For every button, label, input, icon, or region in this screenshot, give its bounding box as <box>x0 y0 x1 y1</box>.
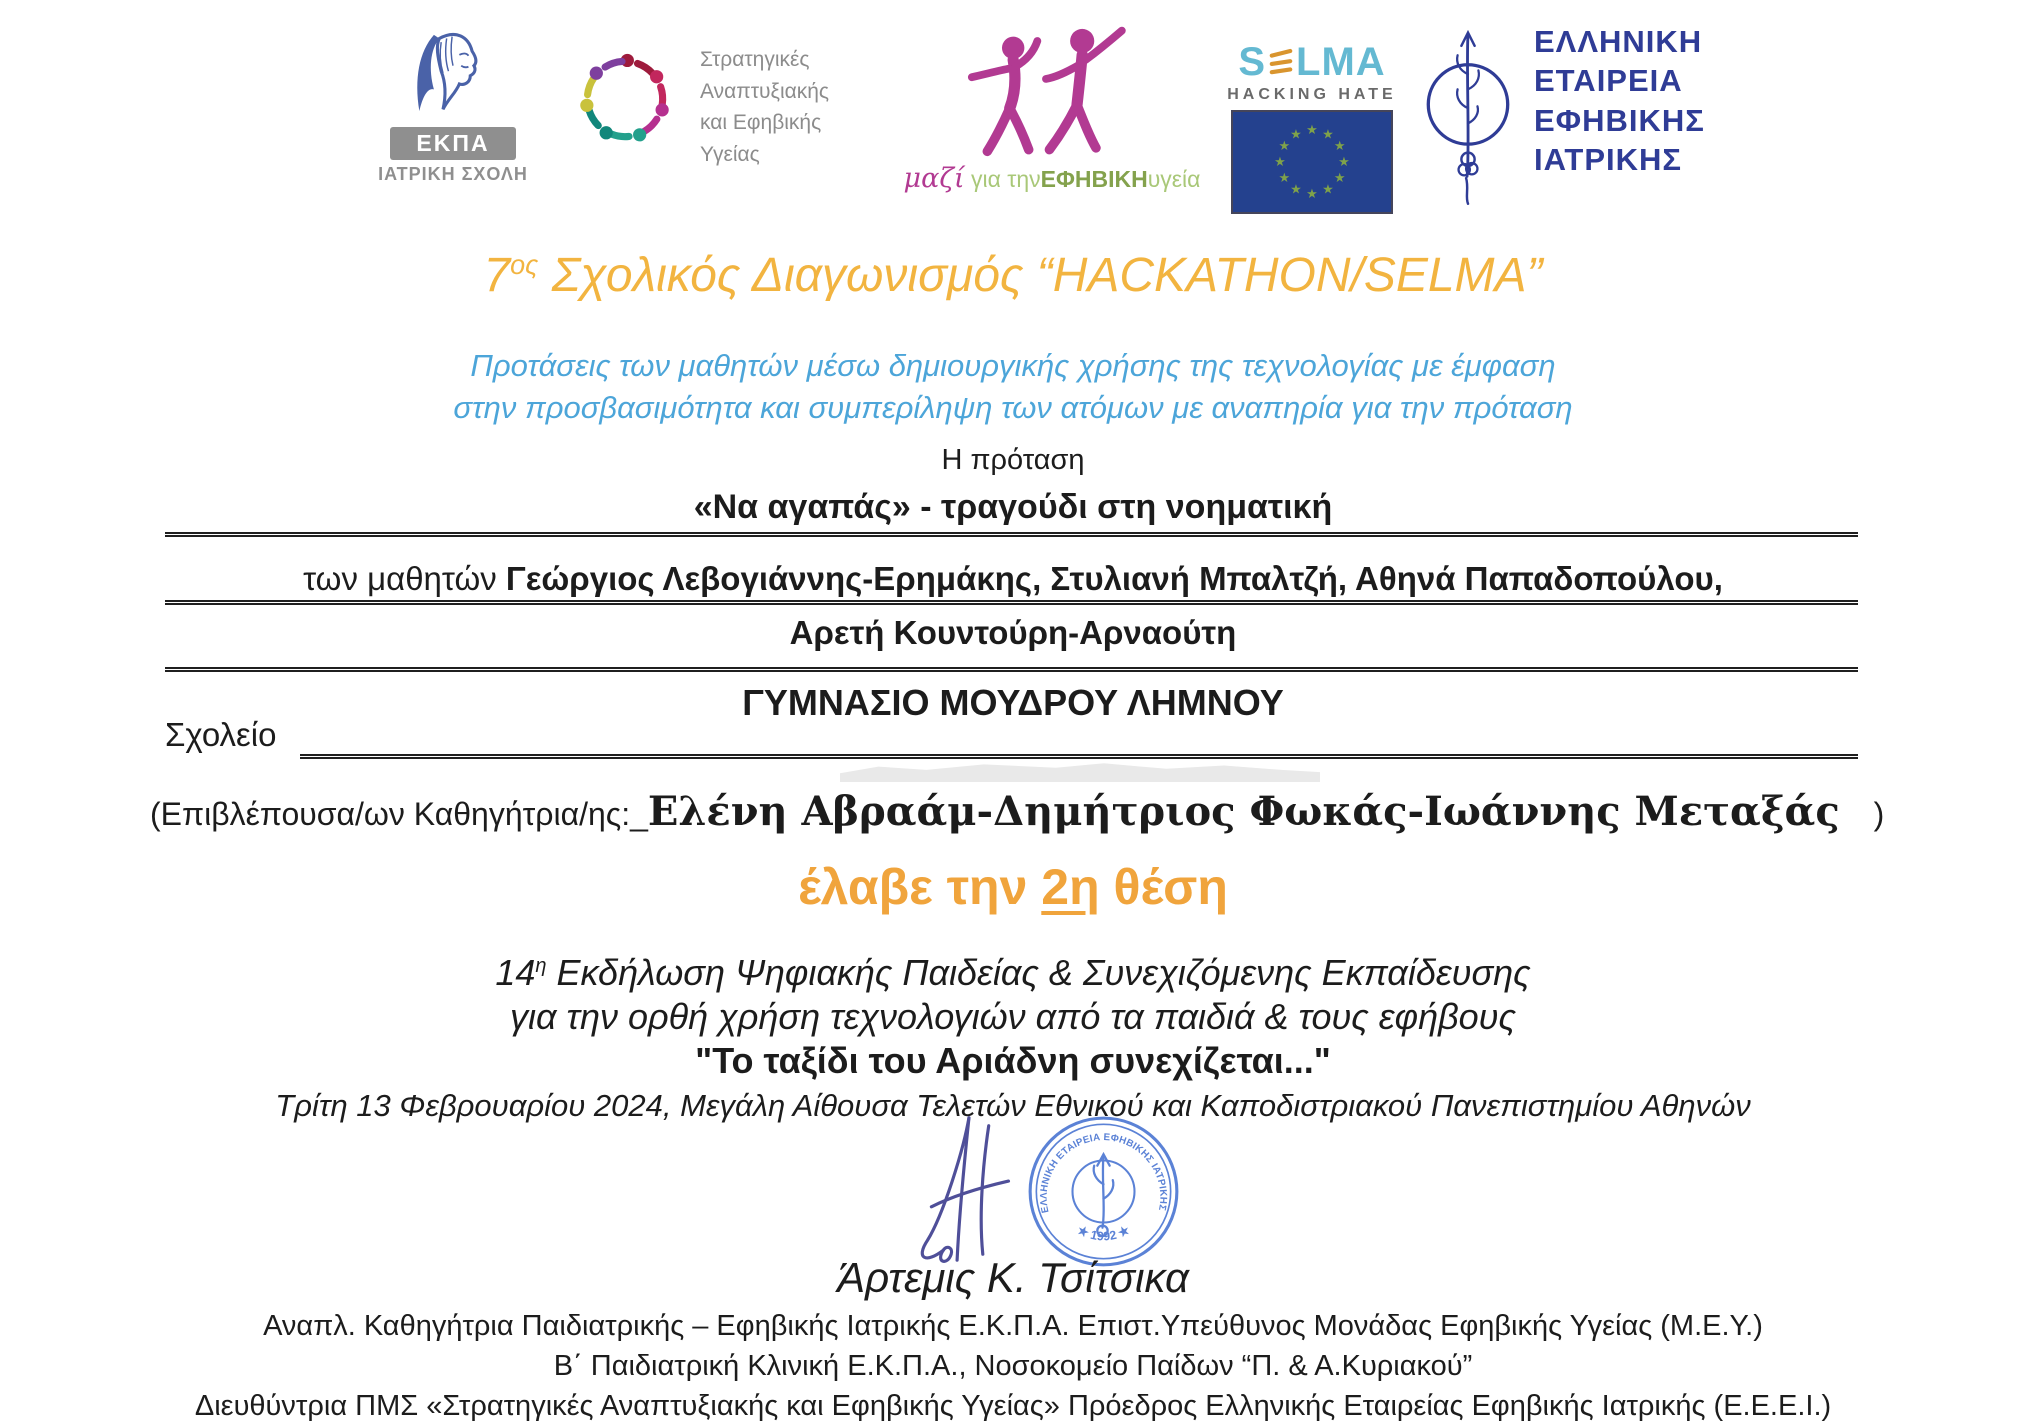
ekpa-acronym: ΕΚΠΑ <box>390 127 515 160</box>
eeei-logo <box>1416 14 1705 210</box>
selma-letter-s: S <box>1238 40 1267 84</box>
subtitle-line-1: Προτάσεις των μαθητών μέσω δημιουργικής χρήσης της τεχνολογίας με έμφαση <box>470 348 1556 383</box>
students-prefix: των μαθητών <box>303 560 506 597</box>
event-date-location: Τρίτη 13 Φεβρουαρίου 2024, Μεγάλη Αίθουσα Τελετών Εθνικού και Καποδιστριακού Πανεπιστημίου Αθηνών <box>275 1088 1751 1123</box>
competition-title <box>0 248 2026 303</box>
proposal-label: Η πρόταση <box>941 444 1085 476</box>
ekpa-school-label: ΙΑΤΡΙΚΗ ΣΧΟΛΗ <box>378 164 528 184</box>
supervisors-line <box>150 788 1936 835</box>
students-names-1: Γεώργιος Λεβογιάννης-Ερημάκης, Στυλιανή Μπαλτζή, Αθηνά Παπαδοπούλου, <box>505 560 1723 597</box>
svg-text:★: ★ <box>1290 182 1302 198</box>
selma-tagline: HACKING HATE <box>1227 86 1397 103</box>
school-label: Σχολείο <box>165 716 277 753</box>
strategies-line: και Εφηβικής <box>700 111 822 134</box>
stamp-year-text: ★ 1992 ★ <box>1075 1222 1132 1244</box>
official-stamp-icon <box>1026 1114 1181 1269</box>
event-ordinal: η <box>535 955 547 977</box>
svg-text:★: ★ <box>1338 155 1350 170</box>
title-ordinal: ος <box>510 250 539 280</box>
svg-text:★: ★ <box>1333 171 1346 186</box>
students-line-1 <box>0 560 2026 598</box>
eeei-logo-text <box>1534 22 1705 210</box>
mazi-logo-text <box>892 163 1212 194</box>
eeei-emblem-icon <box>1416 14 1520 210</box>
school-name: ΓΥΜΝΑΣΙΟ ΜΟΥΔΡΟΥ ΛΗΜΝΟΥ <box>742 682 1284 723</box>
whiteout-smudge <box>840 760 1320 782</box>
title-rest: Σχολικός Διαγωνισμός “HACKATHON/SELMA” <box>538 249 1543 302</box>
mazi-word: μαζί <box>903 163 965 194</box>
svg-text:★: ★ <box>1322 182 1334 198</box>
proposal-title: «Να αγαπάς» - τραγούδι στη νοηματική <box>693 488 1333 526</box>
students-line-2: Αρετή Κουντούρη-Αρναούτη <box>789 614 1237 651</box>
strategies-line: Αναπτυξιακής <box>700 79 830 103</box>
eu-stars <box>1233 112 1391 212</box>
dancing-figures-icon <box>937 22 1167 160</box>
event-rest: Εκδήλωση Ψηφιακής Παιδείας & Συνεχιζόμενης Εκπαίδευσης <box>546 952 1531 993</box>
award-line <box>0 858 2026 916</box>
event-number: 14 <box>495 952 536 993</box>
selma-e-strokes-icon <box>1269 47 1293 79</box>
eeei-line: ΕΦΗΒΙΚΗΣ <box>1534 102 1705 138</box>
mazi-word: ΕΦΗΒΙΚΗ <box>1040 166 1148 192</box>
strategies-line: Στρατηγικές <box>700 48 810 71</box>
svg-text:★: ★ <box>1306 123 1318 138</box>
signer-role-line-2: Β΄ Παιδιατρική Κλινική Ε.Κ.Π.Α., Νοσοκομείο Παίδων “Π. & Α.Κυριακού” <box>553 1350 1473 1382</box>
signer-role-line-3: Διευθύντρια ΠΜΣ «Στρατηγικές Αναπτυξιακής και Εφηβικής Υγείας» Πρόεδρος Ελληνικής Εταιρείας Εφηβικής Ιατρικής (Ε.Ε.Ε.Ι.) <box>194 1390 1832 1422</box>
supervisors-names: Ελένη Αβραάμ-Δημήτριος Φωκάς-Ιωάννης Μεταξάς <box>647 788 1840 835</box>
svg-text:★: ★ <box>1322 127 1334 143</box>
strategies-logo-text <box>700 44 829 170</box>
selma-logo <box>1226 40 1398 214</box>
award-suffix: θέση <box>1099 859 1228 915</box>
svg-text:★: ★ <box>1278 139 1291 154</box>
mazi-word: για την <box>970 166 1041 192</box>
eu-flag-icon <box>1231 110 1393 214</box>
stamp-org-text: ΕΛΛΗΝΙΚΗ ΕΤΑΙΡΕΙΑ ΕΦΗΒΙΚΗΣ ΙΑΤΡΙΚΗΣ <box>1038 1132 1169 1214</box>
eeei-line: ΕΤΑΙΡΕΙΑ <box>1534 63 1683 99</box>
signer-role-line-1: Αναπλ. Καθηγήτρια Παιδιατρικής – Εφηβικής Ιατρικής Ε.Κ.Π.Α. Επιστ.Υπεύθυνος Μονάδας Εφηβικής Υγείας (Μ.Ε.Υ.) <box>263 1310 1763 1342</box>
event-line-1 <box>0 952 2026 994</box>
title-number: 7 <box>483 249 511 302</box>
blank-line <box>165 667 1858 672</box>
athena-head-icon <box>403 26 503 120</box>
event-motto: "Το ταξίδι του Αριάδνη συνεχίζεται..." <box>695 1040 1331 1081</box>
strategies-line: Υγείας <box>700 142 760 166</box>
award-place: 2η <box>1041 859 1100 915</box>
svg-text:★: ★ <box>1306 187 1318 202</box>
svg-text:★: ★ <box>1333 139 1346 154</box>
people-circle-icon <box>566 40 684 158</box>
mazi-word: υγεία <box>1147 166 1201 192</box>
blank-line <box>300 754 1858 759</box>
selma-letters-lma: LMA <box>1296 40 1386 84</box>
svg-text:★: ★ <box>1290 127 1302 143</box>
ekpa-logo <box>378 26 528 185</box>
subtitle-line-2: στην προσβασιμότητα και συμπερίληψη των ατόμων με αναπηρία για την πρόταση <box>453 390 1573 425</box>
strategies-logo <box>566 40 829 170</box>
signature-handwriting <box>900 1104 1030 1272</box>
signer-name: Άρτεμις Κ. Τσίτσικα <box>837 1254 1189 1301</box>
mazi-logo <box>892 22 1212 194</box>
supervisors-label: (Επιβλέπουσα/ων Καθηγήτρια/ης:_ <box>150 796 648 832</box>
blank-line <box>165 532 1858 537</box>
event-line-2: για την ορθή χρήση τεχνολογιών από τα παιδιά & τους εφήβους <box>510 996 1516 1037</box>
blank-line <box>165 600 1858 605</box>
award-prefix: έλαβε την <box>798 859 1042 915</box>
eeei-line: ΕΛΛΗΝΙΚΗ <box>1534 24 1703 59</box>
eeei-line: ΙΑΤΡΙΚΗΣ <box>1534 142 1683 178</box>
selma-wordmark <box>1226 40 1398 85</box>
svg-text:★: ★ <box>1278 171 1291 186</box>
svg-text:★: ★ <box>1274 155 1286 170</box>
supervisors-close-paren: ) <box>1873 796 1885 832</box>
